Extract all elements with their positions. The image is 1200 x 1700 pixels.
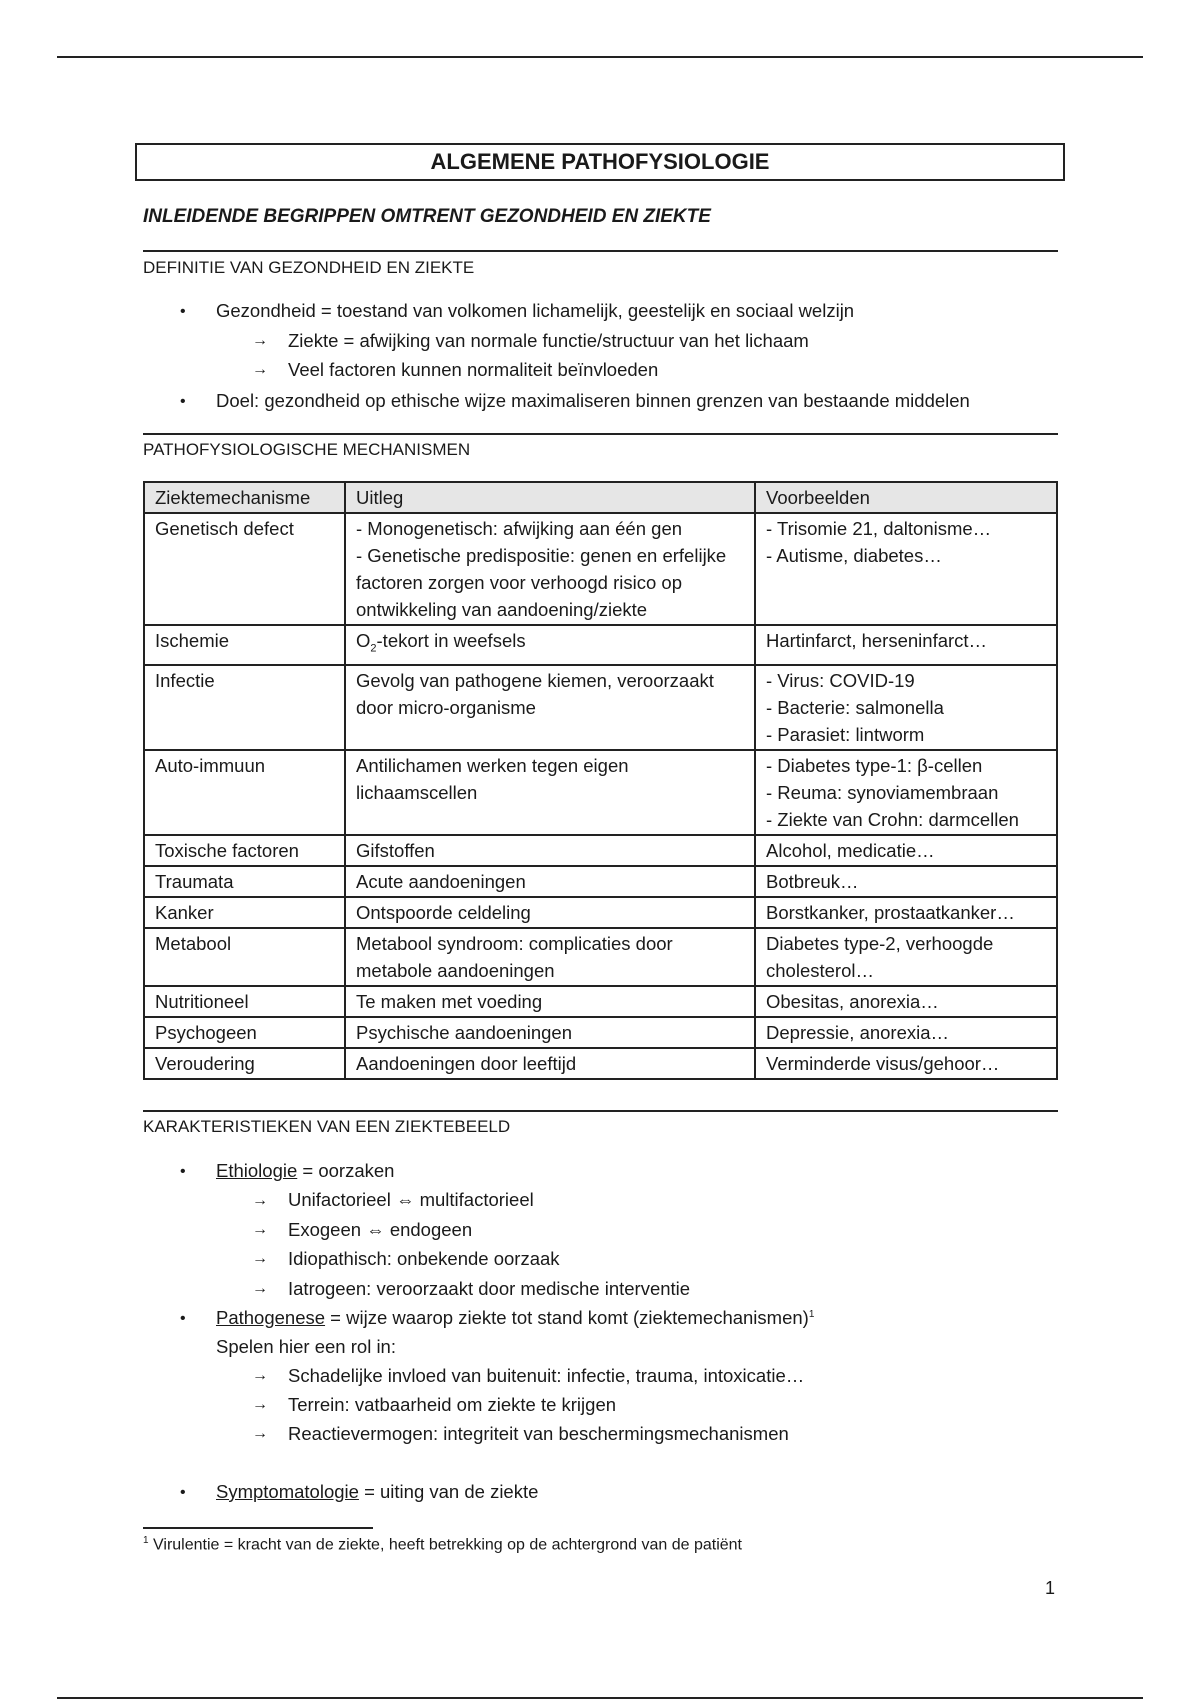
footer-rule (57, 1697, 1143, 1699)
cell-uitleg: Gifstoffen (345, 835, 755, 866)
term-definition: = wijze waarop ziekte tot stand komt (ziektemechanismen) (325, 1307, 809, 1328)
term-definition: = uiting van de ziekte (358, 1481, 539, 1502)
cell-line: - Genetische predispositie: genen en erfelijke factoren zorgen voor verhoogd risico op ontwikkeling van aandoening/ziekte (356, 545, 727, 620)
arrow-glyph: → (252, 1250, 268, 1267)
table-header-row (144, 482, 1057, 513)
cell-line: - Virus: COVID-19 (766, 669, 915, 691)
cell-line: - Reuma: synoviamembraan (766, 781, 999, 803)
table-row (144, 986, 1057, 1017)
arrow-glyph: → (252, 1280, 268, 1297)
cell-uitleg: Acute aandoeningen (345, 866, 755, 897)
table-row (144, 1048, 1057, 1079)
table-row (144, 665, 1057, 750)
term-symptomatologie: Symptomatologie (216, 1481, 359, 1502)
cell-text: -tekort in weefsels (376, 630, 526, 651)
cell-line: - Monogenetisch: afwijking aan één gen (356, 518, 683, 539)
cell-line: - Autisme, diabetes… (766, 545, 942, 566)
arrow-glyph: → (252, 1396, 268, 1413)
header-rule (57, 56, 1143, 58)
bullet-glyph: • (180, 1163, 186, 1180)
cell-mechanism: Kanker (144, 897, 345, 928)
document-subtitle: INLEIDENDE BEGRIPPEN OMTRENT GEZONDHEID EN ZIEKTE (143, 206, 711, 227)
spelen-text: Spelen hier een rol in: (216, 1336, 396, 1357)
cell-line: - Parasiet: lintworm (766, 723, 925, 745)
footnote-rule (143, 1527, 373, 1529)
cell-line: - Diabetes type-1: β-cellen (766, 754, 983, 776)
arrow-glyph: → (252, 361, 268, 378)
table-row (144, 513, 1057, 625)
term-definition: = oorzaken (297, 1160, 395, 1181)
table-row (144, 625, 1057, 665)
cell-voorbeelden: Depressie, anorexia… (755, 1017, 1057, 1048)
bullet-ethiologie (216, 1160, 394, 1182)
cell-mechanism: Veroudering (144, 1048, 345, 1079)
arrow-glyph: → (252, 332, 268, 349)
bullet-doel: Doel: gezondheid op ethische wijze maximaliseren binnen grenzen van bestaande middelen (216, 390, 970, 411)
sub-idiopathisch: Idiopathisch: onbekende oorzaak (288, 1248, 560, 1269)
cell-mechanism: Genetisch defect (144, 513, 345, 625)
cell-voorbeelden (755, 750, 1057, 835)
cell-text: O (356, 630, 371, 651)
cell-mechanism: Metabool (144, 928, 345, 986)
cell-voorbeelden (755, 665, 1057, 750)
section-heading-definitie: DEFINITIE VAN GEZONDHEID EN ZIEKTE (143, 258, 475, 277)
footnote-number: 1 (143, 1535, 149, 1546)
cell-voorbeelden (755, 513, 1057, 625)
bullet-glyph: • (180, 393, 186, 410)
bullet-glyph: • (180, 303, 186, 320)
column-header-ziektemechanisme: Ziektemechanisme (144, 482, 345, 513)
section-rule (143, 433, 1058, 435)
page-title: ALGEMENE PATHOFYSIOLOGIE (135, 143, 1065, 181)
mechanisms-table (143, 481, 1058, 1080)
arrow-glyph: → (252, 1367, 268, 1384)
sub-ziekte: Ziekte = afwijking van normale functie/structuur van het lichaam (288, 330, 809, 351)
sub-factoren: Veel factoren kunnen normaliteit beïnvloeden (288, 359, 659, 380)
cell-mechanism: Auto-immuun (144, 750, 345, 835)
cell-uitleg (345, 625, 755, 665)
cell-uitleg: Te maken met voeding (345, 986, 755, 1017)
cell-voorbeelden: Diabetes type-2, verhoogde cholesterol… (755, 928, 1057, 986)
cell-line: - Bacterie: salmonella (766, 696, 944, 718)
footnote (143, 1535, 742, 1554)
page-number: 1 (1045, 1578, 1056, 1598)
footnote-ref: 1 (808, 1308, 815, 1320)
sub-exogeen: Exogeen ⇔ endogeen (288, 1219, 473, 1240)
cell-uitleg (345, 513, 755, 625)
sub-iatrogeen: Iatrogeen: veroorzaakt door medische interventie (288, 1278, 691, 1299)
term-pathogenese: Pathogenese (216, 1307, 326, 1328)
sub-reactievermogen: Reactievermogen: integriteit van beschermingsmechanismen (288, 1423, 789, 1444)
column-header-voorbeelden: Voorbeelden (755, 482, 1057, 513)
cell-voorbeelden: Verminderde visus/gehoor… (755, 1048, 1057, 1079)
cell-line: - Trisomie 21, daltonisme… (766, 518, 992, 539)
table-row (144, 750, 1057, 835)
cell-voorbeelden: Alcohol, medicatie… (755, 835, 1057, 866)
bullet-glyph: • (180, 1310, 186, 1327)
footnote-text: Virulentie = kracht van de ziekte, heeft betrekking op de achtergrond van de patiënt (148, 1536, 742, 1554)
table-row (144, 866, 1057, 897)
table-row (144, 835, 1057, 866)
cell-uitleg: Metabool syndroom: complicaties door metabole aandoeningen (345, 928, 755, 986)
cell-uitleg: Gevolg van pathogene kiemen, veroorzaakt door micro-organisme (345, 665, 755, 750)
arrow-glyph: → (252, 1221, 268, 1238)
bullet-symptomatologie (216, 1481, 538, 1503)
subscript: 2 (370, 642, 377, 655)
column-header-uitleg: Uitleg (345, 482, 755, 513)
table-row (144, 897, 1057, 928)
cell-voorbeelden: Botbreuk… (755, 866, 1057, 897)
section-rule (143, 250, 1058, 252)
cell-voorbeelden: Hartinfarct, herseninfarct… (755, 625, 1057, 665)
cell-mechanism: Nutritioneel (144, 986, 345, 1017)
bullet-pathogenese (216, 1307, 814, 1329)
table-row (144, 928, 1057, 986)
table-row (144, 1017, 1057, 1048)
sub-terrein: Terrein: vatbaarheid om ziekte te krijgen (288, 1394, 617, 1415)
cell-uitleg: Aandoeningen door leeftijd (345, 1048, 755, 1079)
cell-mechanism: Psychogeen (144, 1017, 345, 1048)
cell-mechanism: Toxische factoren (144, 835, 345, 866)
cell-voorbeelden: Obesitas, anorexia… (755, 986, 1057, 1017)
cell-uitleg: Ontspoorde celdeling (345, 897, 755, 928)
bullet-glyph: • (180, 1484, 186, 1501)
section-rule (143, 1110, 1058, 1112)
section-heading-mechanismen: PATHOFYSIOLOGISCHE MECHANISMEN (143, 440, 471, 459)
cell-voorbeelden: Borstkanker, prostaatkanker… (755, 897, 1057, 928)
cell-uitleg: Antilichamen werken tegen eigen lichaamscellen (345, 750, 755, 835)
cell-mechanism: Ischemie (144, 625, 345, 665)
sub-unifactorieel: Unifactorieel ⇔ multifactorieel (288, 1189, 534, 1210)
term-ethiologie: Ethiologie (216, 1160, 298, 1181)
cell-line: - Ziekte van Crohn: darmcellen (766, 808, 1019, 830)
section-heading-karakteristieken: KARAKTERISTIEKEN VAN EEN ZIEKTEBEELD (143, 1117, 511, 1136)
cell-mechanism: Traumata (144, 866, 345, 897)
arrow-glyph: → (252, 1425, 268, 1442)
arrow-glyph: → (252, 1192, 268, 1209)
bullet-gezondheid: Gezondheid = toestand van volkomen lichamelijk, geestelijk en sociaal welzijn (216, 300, 855, 321)
sub-schadelijke: Schadelijke invloed van buitenuit: infectie, trauma, intoxicatie… (288, 1365, 805, 1386)
cell-mechanism: Infectie (144, 665, 345, 750)
cell-uitleg: Psychische aandoeningen (345, 1017, 755, 1048)
